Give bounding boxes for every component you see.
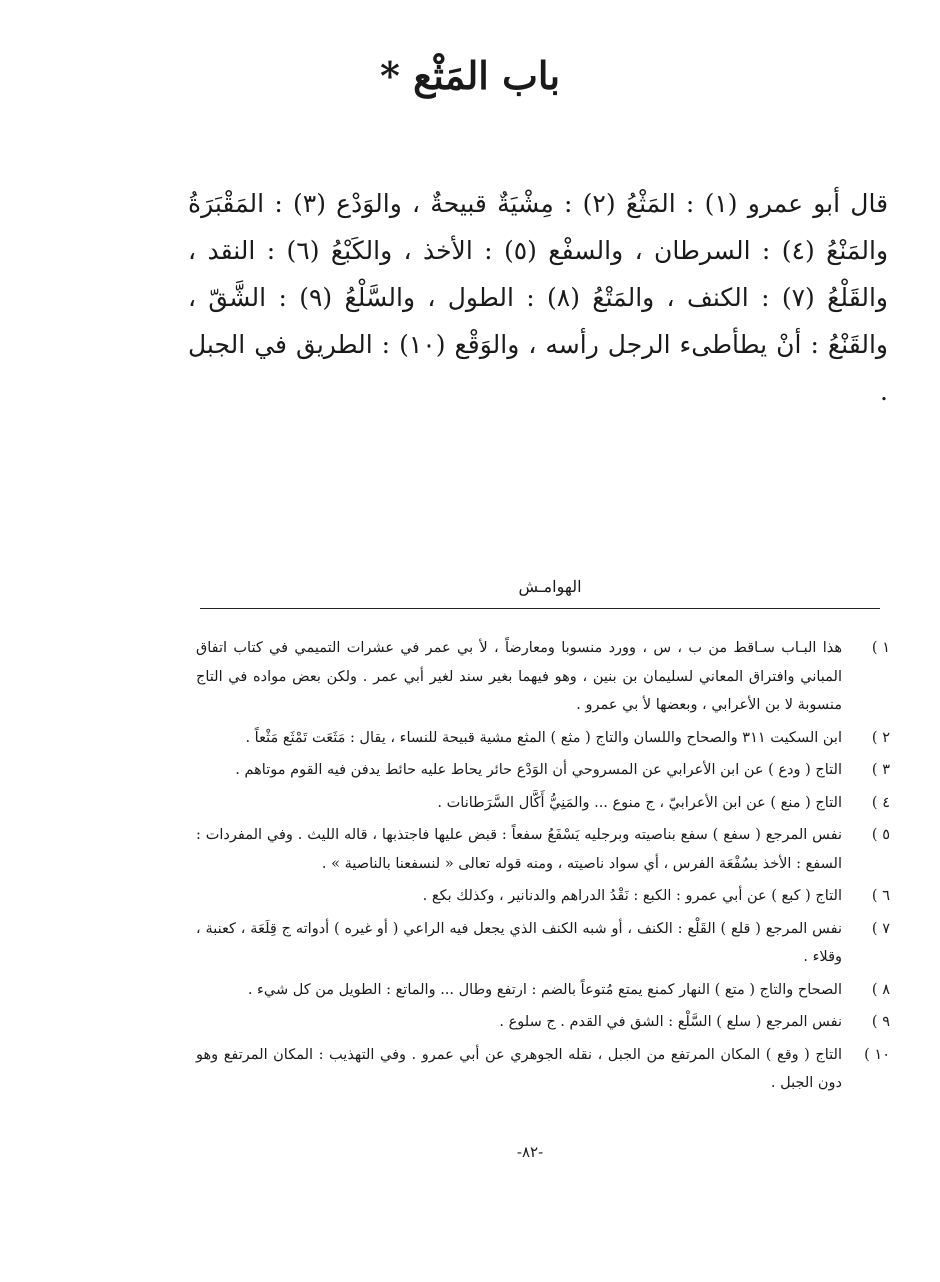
footnote-item [196, 724, 890, 753]
footnote-number: ٨ ) [871, 981, 890, 998]
footnote-text: الصحاح والتاج ( متع ) النهار كمنع يمتع مُتوعاً بالضم : ارتفع وطال ... والماتع : الطويل من كل شيء . [247, 981, 842, 998]
footnote-item [196, 976, 890, 1005]
footnote-text: التاج ( وقع ) المكان المرتفع من الجبل ، نقله الجوهري عن أبي عمرو . وفي التهذيب : المكان المرتفع وهو دون الجبل . [196, 1046, 842, 1091]
page-number: -٨٢- [516, 1143, 544, 1161]
footnote-text: هذا البـاب سـاقط من ب ، س ، وورد منسوبا ومعارضاً ، لأ بي عمر في عشرات التميمي في كتاب اتفاق المباني وافتراق المعاني لسليمان بن بنين ، وهو فيهما بغير سند لغير أبي عمر . ولكن بعض مواده في التاج منسوبة لا بن الأعرابي ، وبعضها لأ بي عمرو . [196, 640, 842, 713]
footnote-number: ٩ ) [871, 1014, 890, 1030]
footnote-text: نفس المرجع ( قلع ) القَلْع : الكنف ، أو شبه الكنف الذي يجعل فيه الراعي ( أو غيره ) أدواته ج قِلَعَة ، كعنبة ، وقلاء . [196, 920, 842, 965]
footnote-text: التاج ( ودع ) عن ابن الأعرابي عن المسروحي أن الوَدْع حائر يحاط عليه حائط يدفن فيه القوم موتاهم . [235, 762, 842, 778]
footnote-number: ١٠ ) [864, 1046, 890, 1063]
footnote-text: نفس المرجع ( سلع ) السَّلْع : الشق في القدم . ج سلوع . [499, 1014, 842, 1030]
main-paragraph: قال أبو عمرو (١) : المَثْعُ (٢) : مِشْيَةٌ قبيحةٌ ، والوَدْع (٣) : المَقْبَرَةُ والمَنْعُ (٤) : السرطان ، والسفْع (٥) : الأخذ ، والكَبْعُ (٦) : النقد ، والقَلْعُ (٧) : الكنف ، والمَتْعُ (٨) : الطول ، والسَّلْعُ (٩) : الشَّقّ ، والقَنْعُ : أنْ يطأطىء الرجل رأسه ، والوَقْع (١٠) : الطريق في الجبل . [188, 189, 889, 406]
chapter-title: باب المَثْع * [379, 53, 561, 98]
footnotes-heading: الهوامـش [518, 577, 582, 596]
footnote-number: ٢ ) [871, 729, 890, 746]
footnote-item [196, 1008, 890, 1037]
footnotes-list [196, 634, 890, 1102]
footnote-item [196, 756, 890, 785]
footnote-number: ٧ ) [871, 920, 890, 937]
footnote-text: التاج ( منع ) عن ابن الأعرابيّ ، ج منوع ... والمَنِيُّ أَكَّال السَّرَطانات . [437, 794, 842, 811]
footnote-number: ٥ ) [871, 827, 890, 843]
footnote-text: ابن السكيت ٣١١ والصحاح واللسان والتاج ( مثع ) المثع مشية قبيحة للنساء ، يقال : مَثَعَت تَمْثَع مَثْعاً . [245, 729, 842, 746]
footnote-number: ١ ) [871, 640, 890, 656]
footnote-item [196, 1041, 890, 1098]
footnote-number: ٦ ) [871, 888, 890, 904]
footnote-number: ٤ ) [871, 794, 890, 811]
footnotes-divider [200, 608, 880, 609]
main-text [188, 180, 888, 415]
footnote-item [196, 789, 890, 818]
footnote-item [196, 634, 890, 720]
footnote-item [196, 915, 890, 972]
footnote-item [196, 882, 890, 911]
footnote-number: ٣ ) [871, 762, 890, 778]
footnote-item [196, 821, 890, 878]
footnote-text: نفس المرجع ( سفع ) سفع بناصيته وبرجليه يَسْفَعُ سفعاً : قبض عليها فاجتذبها ، قاله الليث . وفي المفردات : السفع : الأخذ بسُفْعَة الفرس ، أي سواد ناصيته ، ومنه قوله تعالى « لنسفعنا بالناصية » . [196, 827, 842, 872]
footnote-text: التاج ( كبع ) عن أبي عمرو : الكبع : نَقْدُ الدراهم والدنانير ، وكذلك بكع . [422, 888, 842, 904]
